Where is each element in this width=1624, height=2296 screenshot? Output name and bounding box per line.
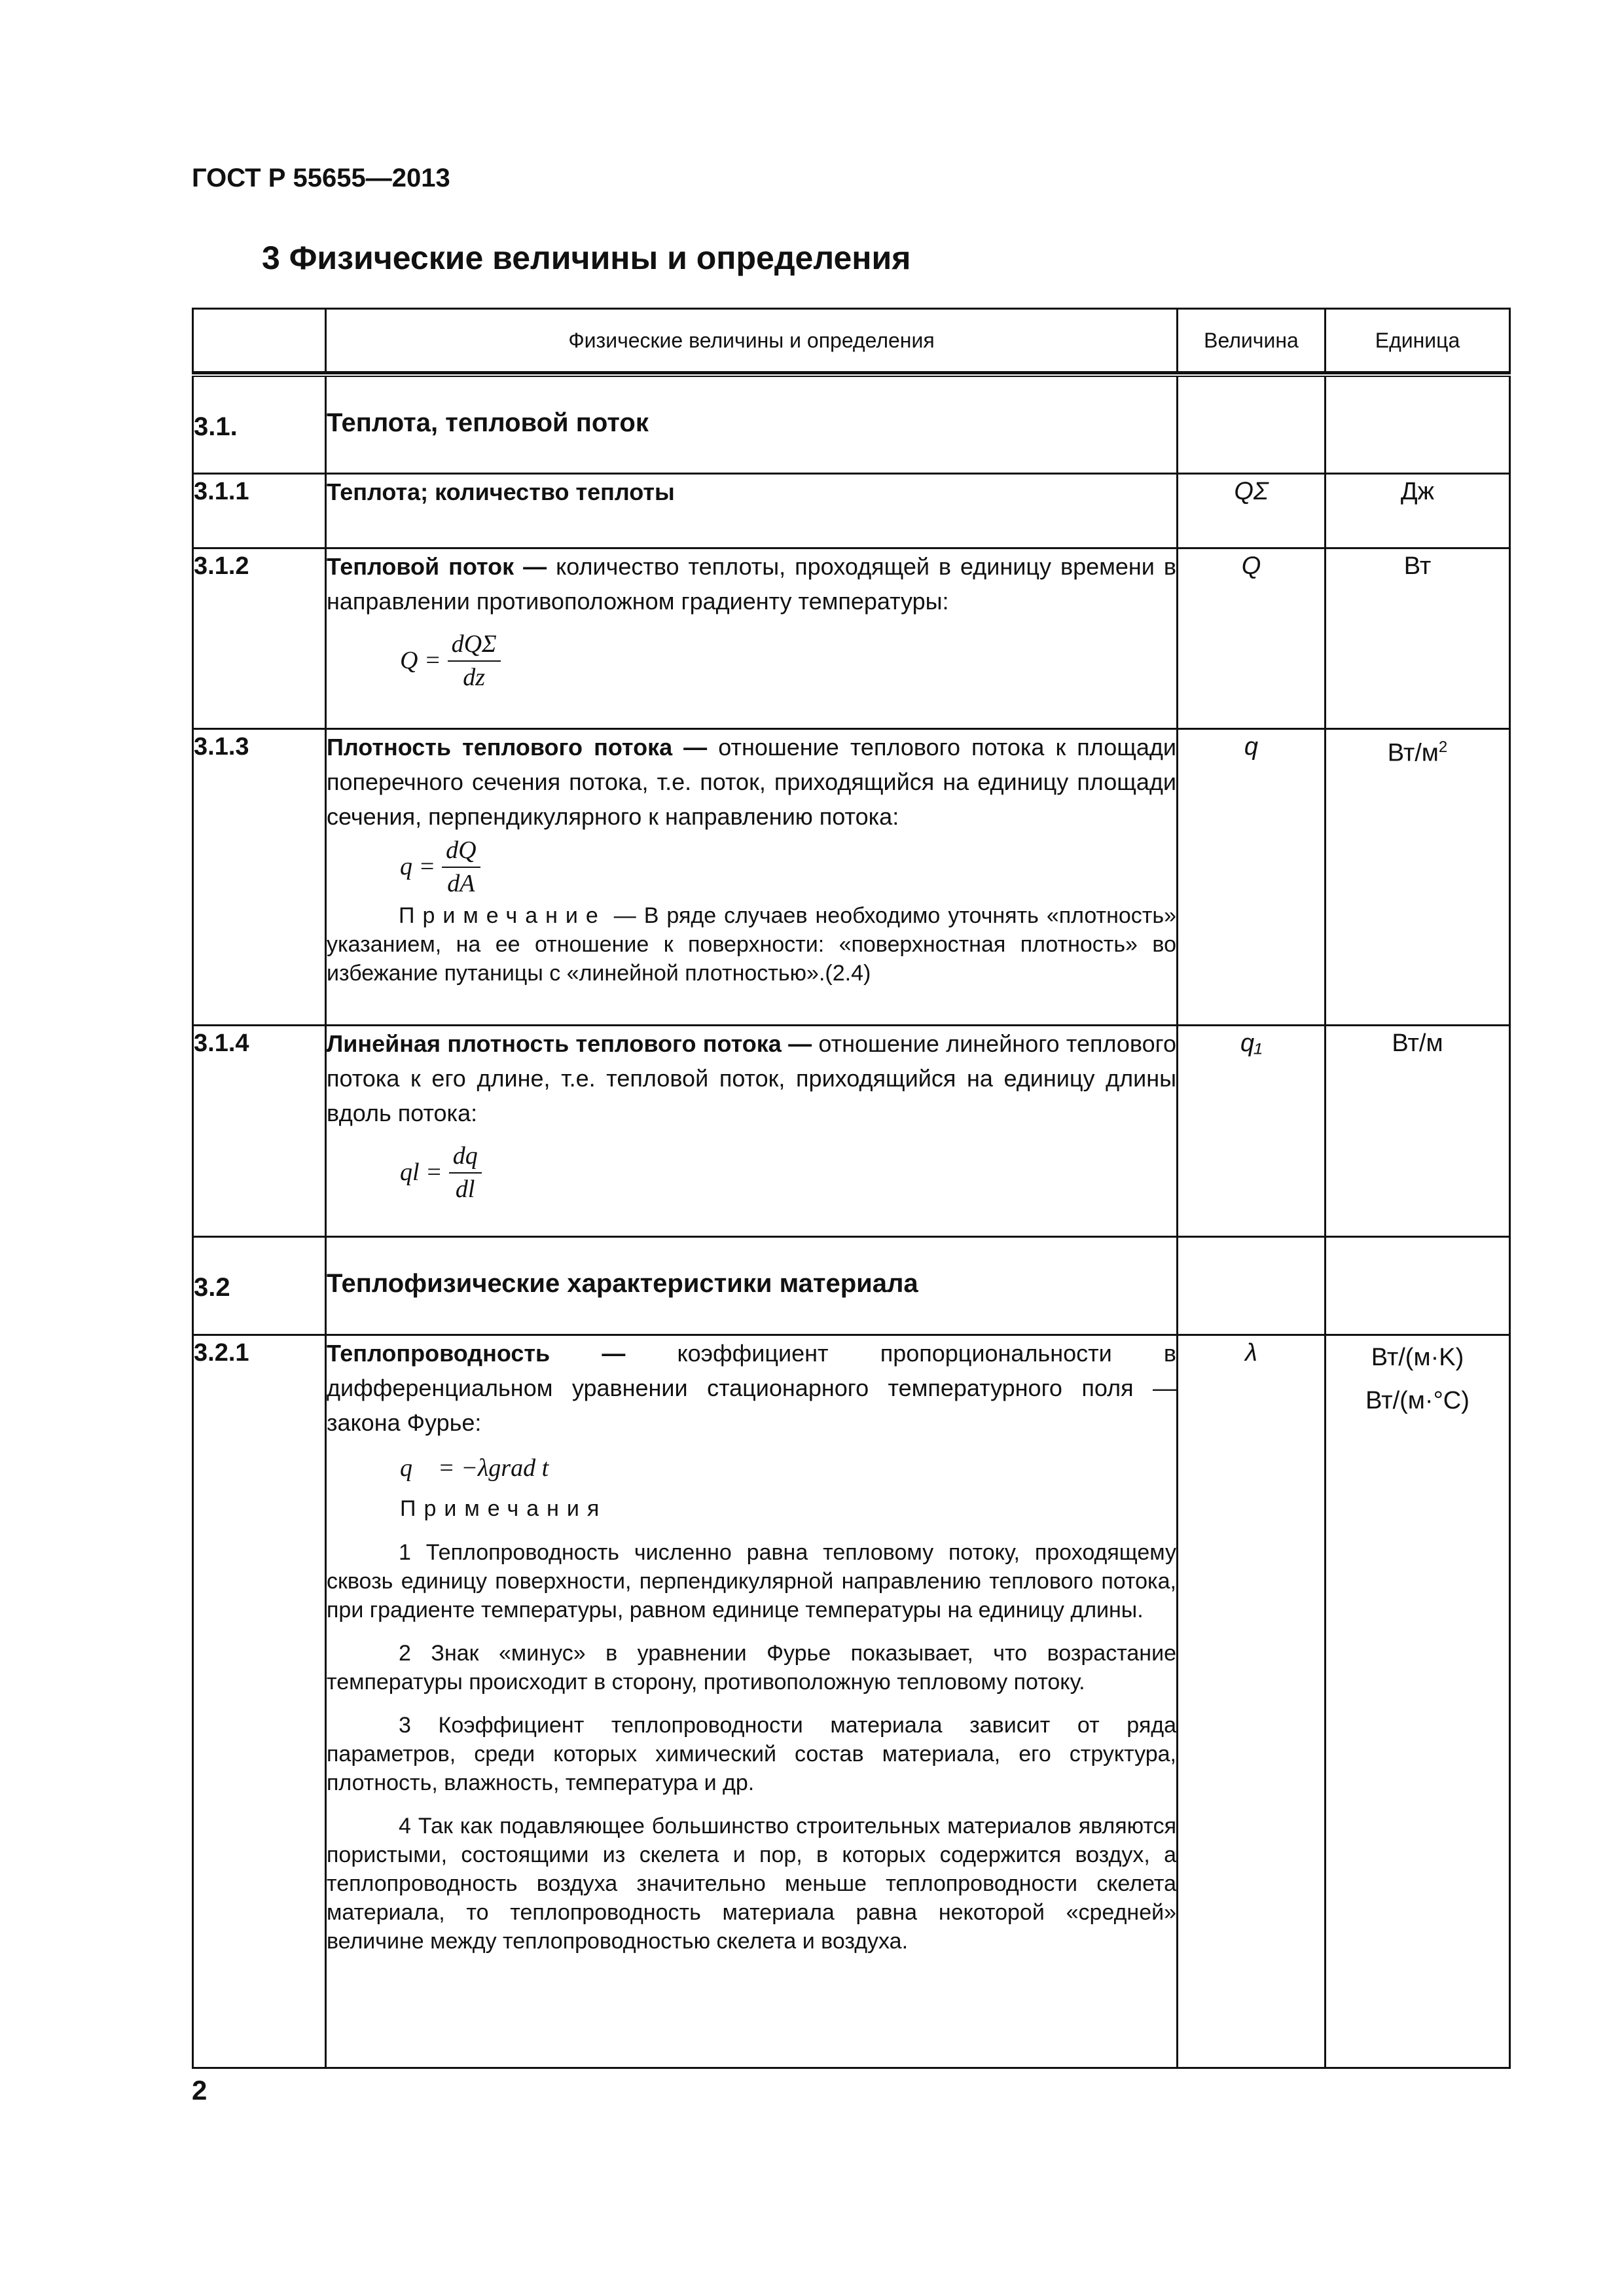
formula-lhs: q = xyxy=(400,853,436,881)
symbol: Q xyxy=(1178,548,1326,728)
note-item: 3 Коэффициент теплопроводности материала зависит от ряда параметров, среди которых химический состав материала, его структура, плотность, влажность, температура и др. xyxy=(327,1713,1176,1796)
formula-numerator: dq xyxy=(449,1142,482,1174)
unit-alternative: Вт/(м·°С) xyxy=(1365,1386,1470,1414)
table-row xyxy=(193,375,1510,473)
definition-text: коэффициент пропорциональности в дифференциальном уравнении стационарного температурного поля — закона Фурье: xyxy=(327,1339,1176,1436)
symbol: QΣ xyxy=(1178,473,1326,548)
definition-text: количество теплоты, проходящей в единицу времени в направлении противоположном градиенту температуры: xyxy=(327,552,1176,615)
table-row xyxy=(193,728,1510,1025)
formula-denominator: dl xyxy=(455,1175,475,1204)
note-item: 2 Знак «минус» в уравнении Фурье показывает, что возрастание температуры происходит в сторону, противоположную тепловому потоку. xyxy=(327,1641,1176,1695)
table-row xyxy=(193,548,1510,728)
notes xyxy=(327,1538,1176,1956)
definition xyxy=(326,548,1178,728)
term-title: Теплота; количество теплоты xyxy=(326,473,1178,548)
row-number: 3.2.1 xyxy=(193,1335,326,2068)
formula: q⃗ = −λgrad t xyxy=(400,1454,549,1482)
unit: Вт/м xyxy=(1326,1025,1510,1236)
term: Плотность теплового потока — xyxy=(327,733,708,761)
definition-text: отношение линейного теплового потока к его длине, т.е. тепловой поток, приходящийся на единицу длины вдоль потока: xyxy=(327,1030,1176,1126)
row-number: 3.2 xyxy=(193,1236,326,1335)
table-row xyxy=(193,473,1510,548)
page-number: 2 xyxy=(192,2075,208,2106)
note-text: — В ряде случаев необходимо уточнять «плотность» указанием, на ее отношение к поверхности: «поверхностная плотность» во избежание путаницы с «линейной плотностью».(2.4) xyxy=(327,903,1176,986)
symbol: q xyxy=(1178,728,1326,1025)
definition-text: отношение теплового потока к площади поперечного сечения потока, т.е. поток, приходящийся на единицу площади сечения, перпендикулярного к направлению потока: xyxy=(327,733,1176,830)
document-code: ГОСТ Р 55655—2013 xyxy=(192,164,450,192)
row-number: 3.1.3 xyxy=(193,728,326,1025)
table-row xyxy=(193,1335,1510,2068)
formula-numerator: dQ xyxy=(442,836,480,869)
table-row xyxy=(193,1236,1510,1335)
note-label: Примечание xyxy=(399,903,606,928)
formula-lhs: Q = xyxy=(400,647,441,675)
table-header-row xyxy=(193,309,1510,372)
formula-lhs: ql = xyxy=(400,1158,442,1187)
formula xyxy=(400,836,1176,899)
definitions-table xyxy=(192,308,1511,2069)
unit-superscript: 2 xyxy=(1438,738,1448,756)
note xyxy=(327,901,1176,988)
header-unit: Единица xyxy=(1326,309,1510,372)
row-number: 3.1.2 xyxy=(193,548,326,728)
symbol: λ xyxy=(1178,1335,1326,2068)
unit: Дж xyxy=(1326,473,1510,548)
header-symbol: Величина xyxy=(1178,309,1326,372)
symbol: q₁ xyxy=(1178,1025,1326,1236)
row-number: 3.1.4 xyxy=(193,1025,326,1236)
section-title: 3 Физические величины и определения xyxy=(262,240,911,276)
unit: Вт/(м·K) Вт/(м·°С) xyxy=(1326,1335,1510,2068)
note-item: 1 Теплопроводность численно равна тепловому потоку, проходящему сквозь единицу поверхности, перпендикулярной направлению теплового потока, при градиенте температуры, равном единице температуры на единицу длины. xyxy=(327,1540,1176,1623)
header-definition: Физические величины и определения xyxy=(326,309,1178,372)
formula xyxy=(400,1142,1176,1204)
row-number: 3.1. xyxy=(193,375,326,473)
definition xyxy=(326,1335,1178,2068)
formula xyxy=(400,630,1176,692)
table-row xyxy=(193,1025,1510,1236)
formula-denominator: dz xyxy=(463,664,485,692)
row-number: 3.1.1 xyxy=(193,473,326,548)
section-heading: Теплота, тепловой поток xyxy=(326,375,1178,473)
definition xyxy=(326,1025,1178,1236)
notes-heading: Примечания xyxy=(400,1496,607,1522)
term: Теплопроводность — xyxy=(327,1339,626,1367)
formula-denominator: dA xyxy=(447,870,475,898)
term: Тепловой поток — xyxy=(327,552,547,580)
note-item: 4 Так как подавляющее большинство строительных материалов являются пористыми, состоящими из скелета и пор, в которых содержится воздух, а теплопроводность воздуха значительно меньше теплопроводности скелета материала, то теплопроводность материала равна некоторой «средней» величине между теплопроводностью скелета и воздуха. xyxy=(327,1814,1176,1954)
section-heading: Теплофизические характеристики материала xyxy=(326,1236,1178,1335)
header-num xyxy=(193,309,326,372)
unit: $Вт/м^2$ xyxy=(1326,728,1510,1025)
term: Линейная плотность теплового потока — xyxy=(327,1030,812,1057)
definition xyxy=(326,728,1178,1025)
formula-numerator: dQΣ xyxy=(448,630,501,662)
unit: Вт xyxy=(1326,548,1510,728)
